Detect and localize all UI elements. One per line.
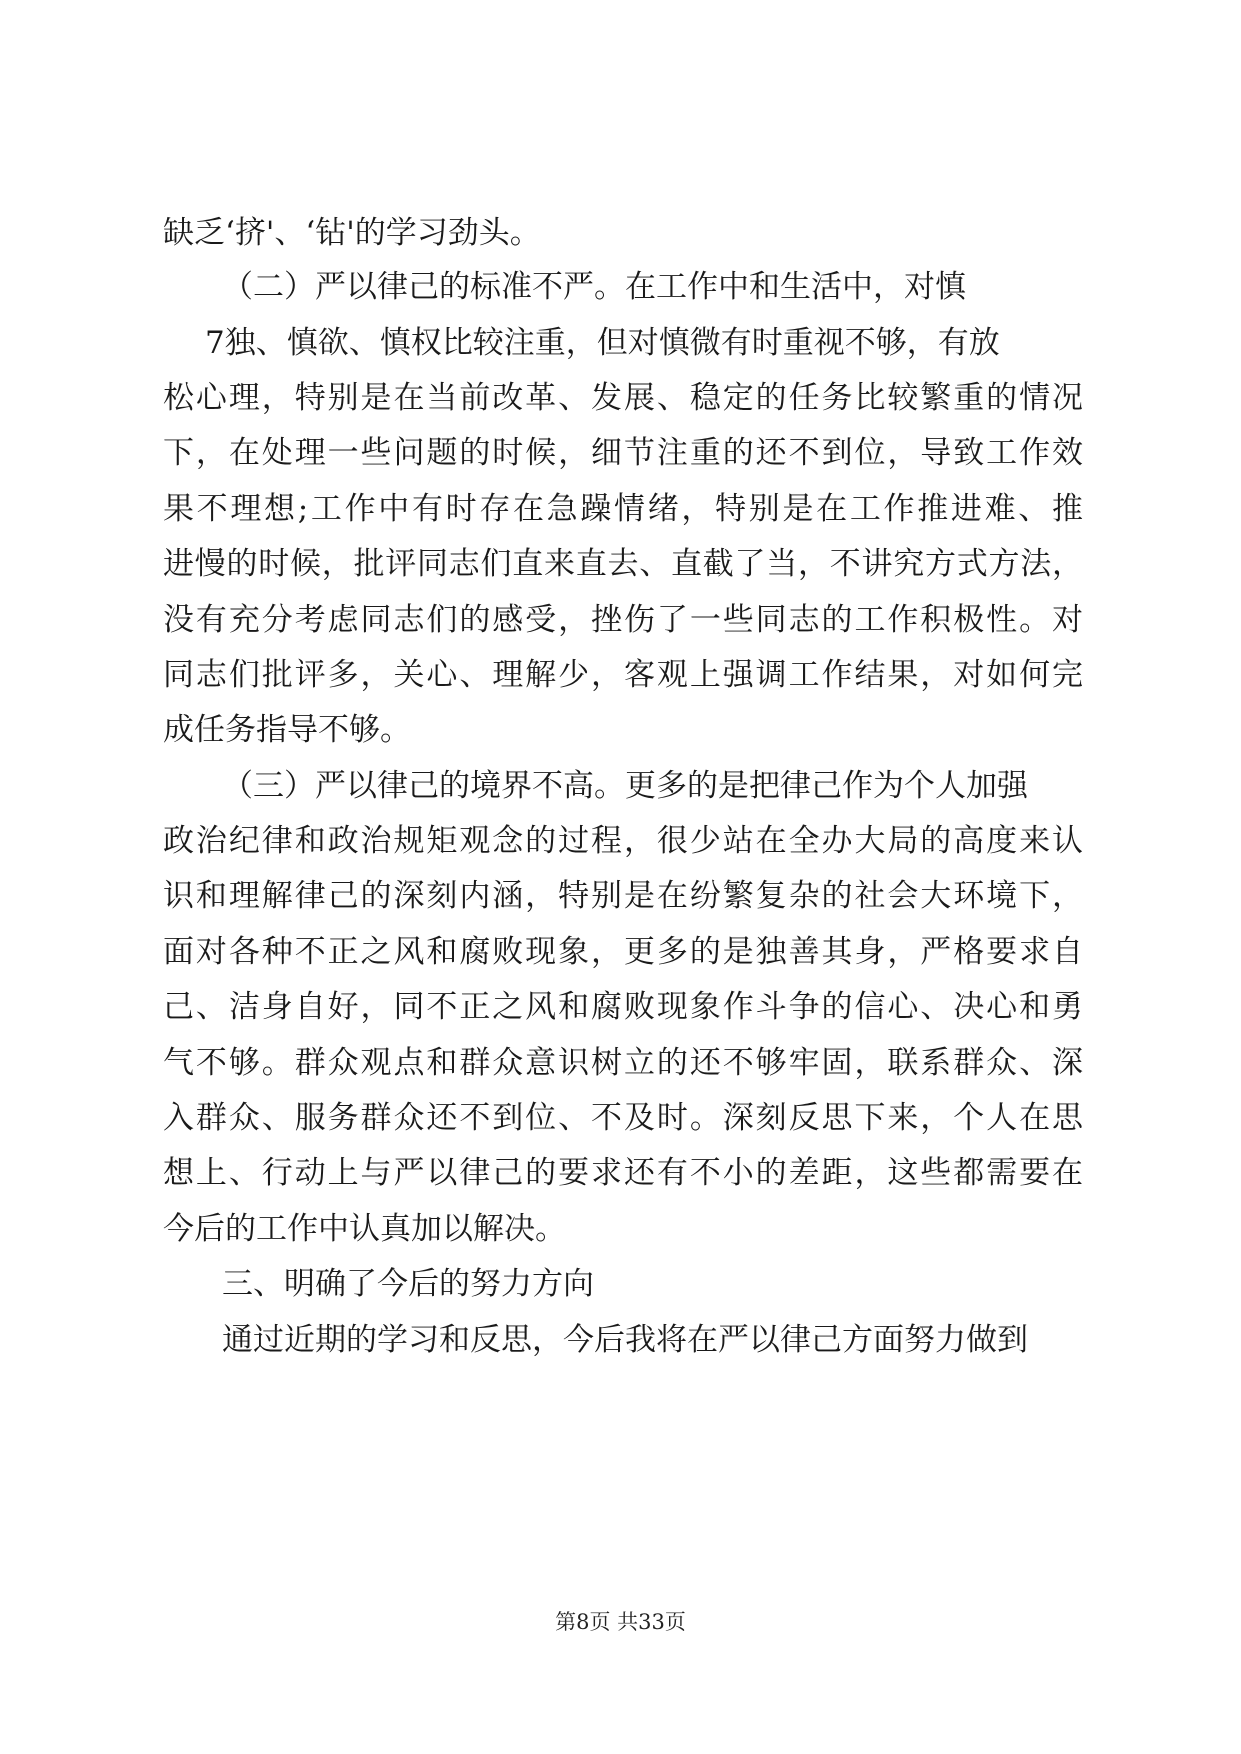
text-line-6: 果不理想;工作中有时存在急躁情绪，特别是在工作推进难、推 — [163, 491, 1083, 527]
text-line-19: 今后的工作中认真加以解决。 — [163, 1211, 566, 1247]
text-line-15: 己、洁身自好，同不正之风和腐败现象作斗争的信心、决心和勇 — [163, 989, 1083, 1025]
text-line-13: 识和理解律己的深刻内涵，特别是在纷繁复杂的社会大环境下， — [163, 878, 1083, 914]
text-line-11: （三）严以律己的境界不高。更多的是把律己作为个人加强 — [222, 768, 1028, 804]
text-line-12: 政治纪律和政治规矩观念的过程，很少站在全办大局的高度来认 — [163, 823, 1083, 859]
text-line-2: （二）严以律己的标准不严。在工作中和生活中，对慎 — [222, 269, 966, 305]
text-line-1: 缺乏‘挤'、‘钻'的学习劲头。 — [163, 215, 541, 251]
text-line-4: 松心理，特别是在当前改革、发展、稳定的任务比较繁重的情况 — [163, 380, 1083, 416]
text-line-18: 想上、行动上与严以律己的要求还有不小的差距，这些都需要在 — [163, 1155, 1083, 1191]
text-line-10: 成任务指导不够。 — [163, 712, 411, 748]
text-line-9: 同志们批评多，关心、理解少，客观上强调工作结果，对如何完 — [163, 657, 1083, 693]
section-heading: 三、明确了今后的努力方向 — [222, 1266, 594, 1302]
text-line-5: 下，在处理一些问题的时候，细节注重的还不到位，导致工作效 — [163, 435, 1083, 471]
text-line-21: 通过近期的学习和反思，今后我将在严以律己方面努力做到 — [222, 1322, 1028, 1358]
text-line-17: 入群众、服务群众还不到位、不及时。深刻反思下来，个人在思 — [163, 1100, 1083, 1136]
text-line-7: 进慢的时候，批评同志们直来直去、直截了当，不讲究方式方法， — [163, 546, 1083, 582]
text-line-8: 没有充分考虑同志们的感受，挫伤了一些同志的工作积极性。对 — [163, 602, 1083, 638]
page-number-footer: 第8页 共33页 — [555, 1610, 686, 1634]
text-line-14: 面对各种不正之风和腐败现象，更多的是独善其身，严格要求自 — [163, 934, 1083, 970]
text-line-16: 气不够。群众观点和群众意识树立的还不够牢固，联系群众、深 — [163, 1045, 1083, 1081]
text-line-3: 7独、慎欲、慎权比较注重，但对慎微有时重视不够，有放 — [205, 325, 1000, 361]
